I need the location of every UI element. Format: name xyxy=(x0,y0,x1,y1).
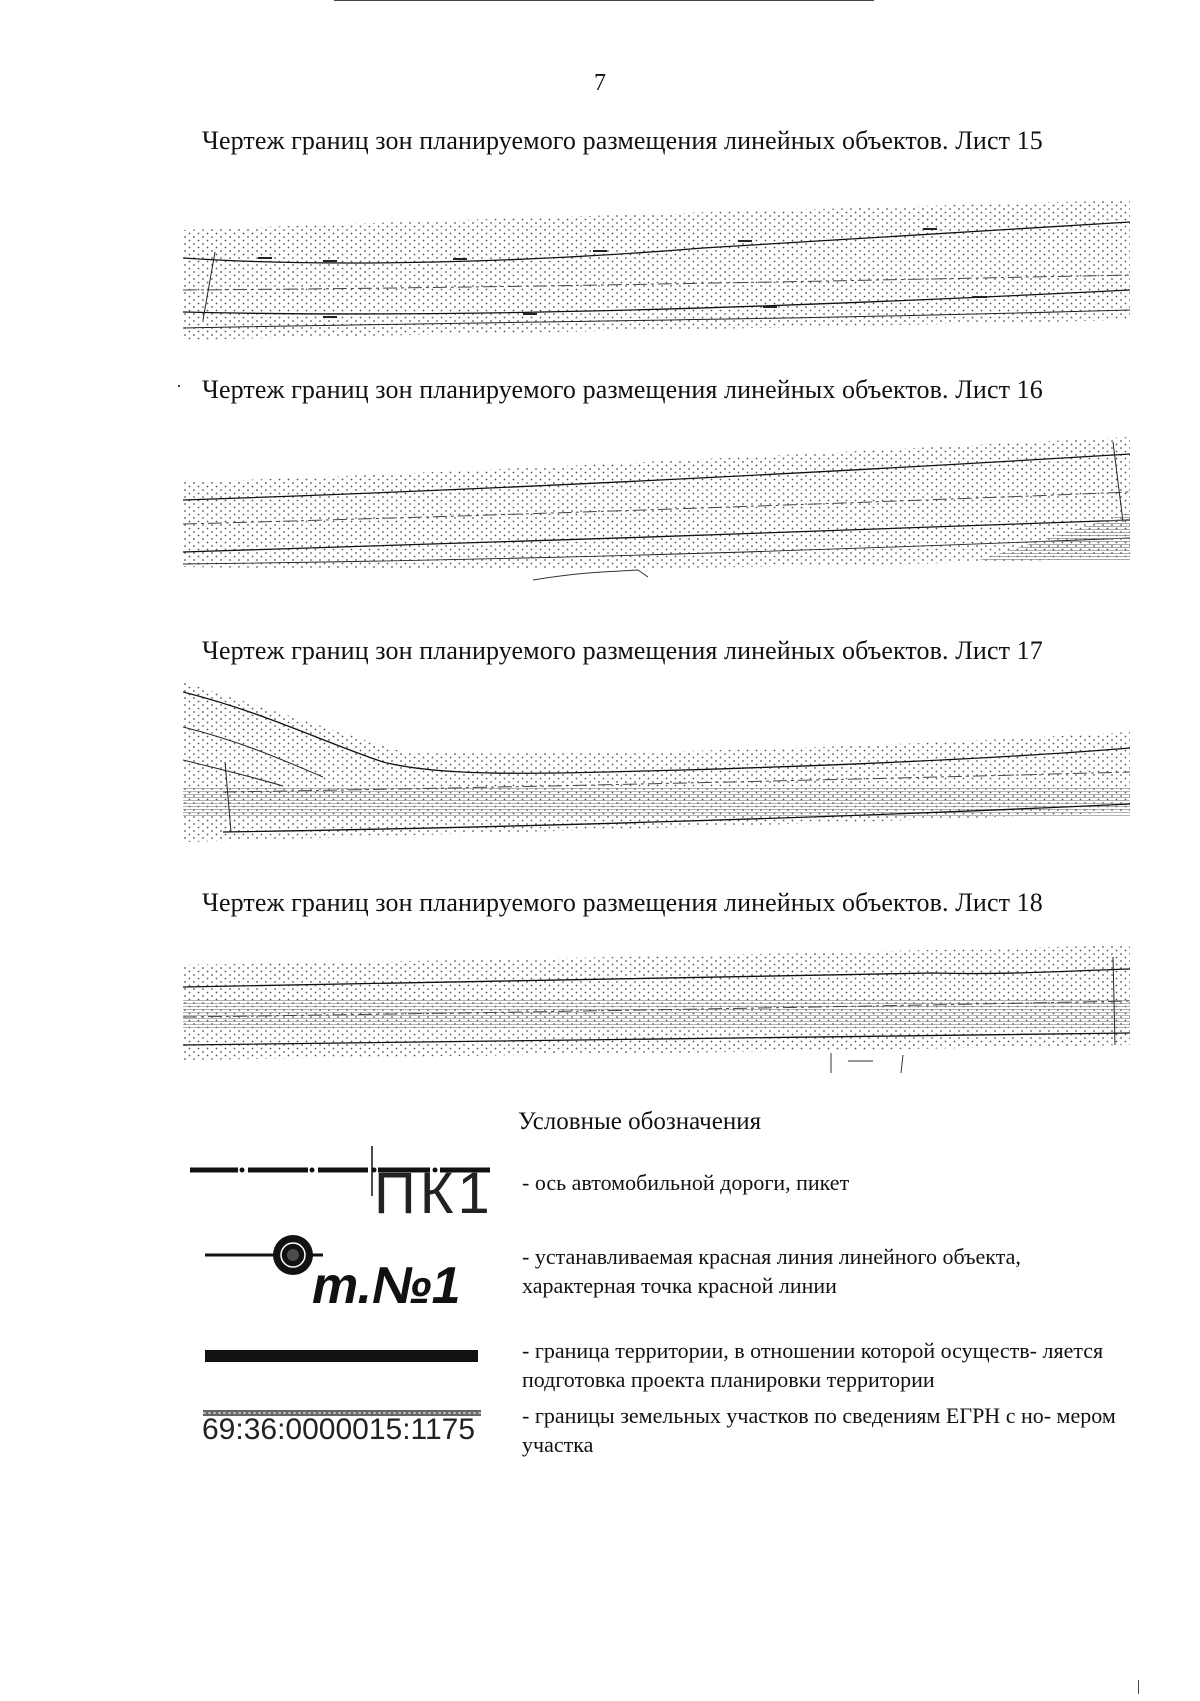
point-label: т.№1 xyxy=(312,1257,461,1315)
legend-item-territory-boundary: - граница территории, в отношении которой осуществ- ляется подготовка проекта планировки территории xyxy=(522,1338,1104,1392)
drawing-sheet-17-svg xyxy=(183,682,1130,852)
drawing-sheet-16-svg xyxy=(183,432,1130,592)
drawing-sheet-15-svg xyxy=(183,200,1130,345)
territory-boundary-symbol xyxy=(205,1350,478,1362)
scan-dot xyxy=(178,385,180,387)
picket-label: ПК1 xyxy=(374,1161,494,1226)
drawing-sheet-18 xyxy=(183,945,1130,1080)
drawing-sheet-15 xyxy=(183,200,1130,345)
sheet-title-17: Чертеж границ зон планируемого размещения линейных объектов. Лист 17 xyxy=(202,636,1043,665)
red-line-svg xyxy=(205,1230,325,1280)
drawing-sheet-16 xyxy=(183,432,1130,592)
scan-edge-line xyxy=(334,0,874,1)
legend-item-road-axis: - ось автомобильной дороги, пикет xyxy=(522,1170,850,1195)
page-number: 7 xyxy=(594,70,606,96)
legend-item-red-line: - устанавливаемая красная линия линейного объекта, характерная точка красной линии xyxy=(522,1244,1021,1298)
drawing-sheet-17 xyxy=(183,682,1130,852)
sheet-title-15: Чертеж границ зон планируемого размещения линейных объектов. Лист 15 xyxy=(202,126,1043,155)
sheet-title-16: Чертеж границ зон планируемого размещения линейных объектов. Лист 16 xyxy=(202,375,1043,404)
parcel-number-label: 69:36:0000015:1175 xyxy=(202,1413,476,1446)
drawing-sheet-18-svg xyxy=(183,945,1130,1080)
legend-title: Условные обозначения xyxy=(518,1108,762,1135)
sheet-title-18: Чертеж границ зон планируемого размещения линейных объектов. Лист 18 xyxy=(202,888,1043,917)
scan-mark xyxy=(1138,1680,1139,1694)
legend-item-land-parcels: - границы земельных участков по сведениям ЕГРН с но- мером участка xyxy=(522,1403,1116,1457)
red-line-point-symbol xyxy=(205,1230,325,1285)
